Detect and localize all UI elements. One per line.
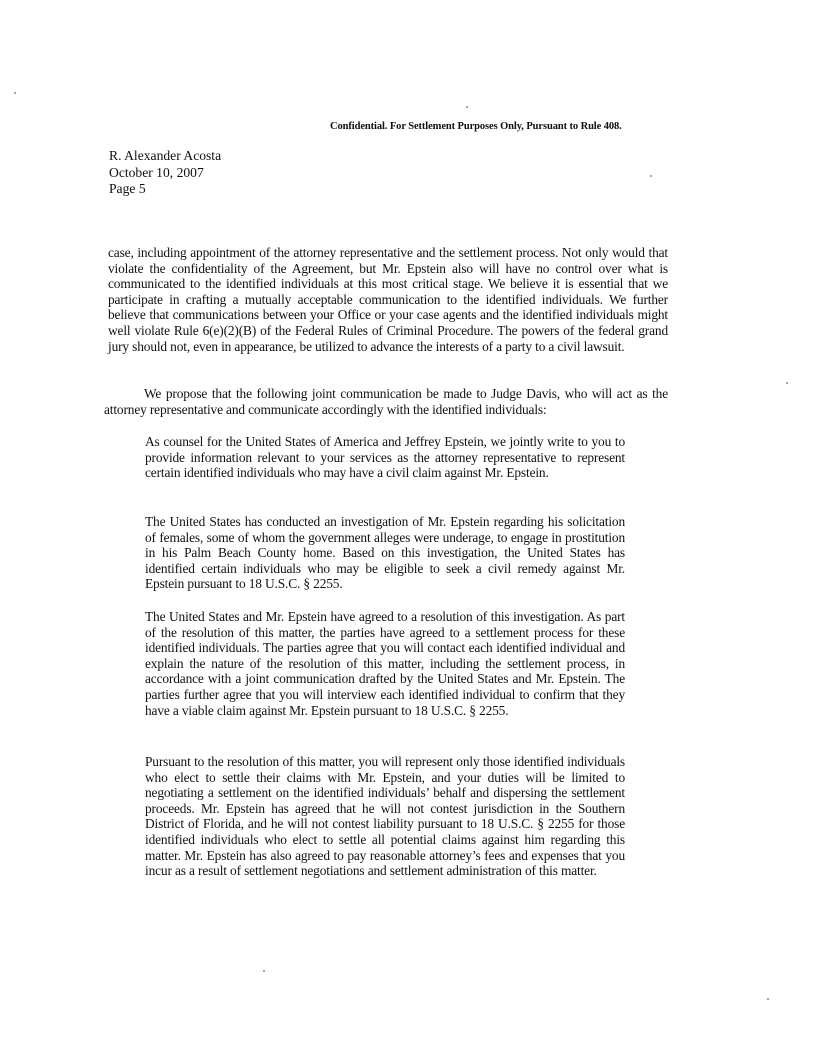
scan-speck xyxy=(767,998,769,1000)
quoted-paragraph-2: The United States has conducted an investigation of Mr. Epstein regarding his solicitation of females, some of whom the government alleges were underage, to engage in prostitution in his Palm Beach County home. Based on this investigation, the United States has identified certain individuals who may be eligible to seek a civil remedy against Mr. Epstein pursuant to 18 U.S.C. § 2255. xyxy=(145,514,625,592)
scan-speck xyxy=(786,382,788,384)
quoted-paragraph-1: As counsel for the United States of America and Jeffrey Epstein, we jointly write to you to provide information relevant to your services as the attorney representative to represent certain identified individuals who may have a civil claim against Mr. Epstein. xyxy=(145,434,625,481)
quoted-paragraph-3: The United States and Mr. Epstein have agreed to a resolution of this investigation. As part of the resolution of this matter, the parties have agreed to a settlement process for these identified individuals. The parties agree that you will contact each identified individual and explain the nature of the resolution of this matter, including the settlement process, in accordance with a joint communication drafted by the United States and Mr. Epstein. The parties further agree that you will interview each identified individual to confirm that they have a viable claim against Mr. Epstein pursuant to 18 U.S.C. § 2255. xyxy=(145,609,625,718)
scan-speck xyxy=(466,106,468,108)
addressee-block xyxy=(109,148,221,198)
letter-date: October 10, 2007 xyxy=(109,164,204,180)
scan-speck xyxy=(650,175,652,177)
body-paragraph-1: case, including appointment of the attorney representative and the settlement process. Not only would that violate the confidentiality of the Agreement, but Mr. Epstein also will have no control over what is communicated to the identified individuals at this most critical stage. We believe it is essential that we participate in crafting a mutually acceptable communication to the identified individuals. We further believe that communications between your Office or your case agents and the identified individuals might well violate Rule 6(e)(2)(B) of the Federal Rules of Criminal Procedure. The powers of the federal grand jury should not, even in appearance, be utilized to advance the interests of a party to a civil lawsuit. xyxy=(108,245,668,354)
scan-speck xyxy=(14,92,16,94)
body-paragraph-2: We propose that the following joint communication be made to Judge Davis, who will act as the attorney representative and communicate accordingly with the identified individuals: xyxy=(104,386,668,417)
confidential-notice: Confidential. For Settlement Purposes Only, Pursuant to Rule 408. xyxy=(330,121,622,132)
scan-speck xyxy=(263,970,265,972)
addressee-name: R. Alexander Acosta xyxy=(109,148,222,163)
quoted-paragraph-4: Pursuant to the resolution of this matter, you will represent only those identified individuals who elect to settle their claims with Mr. Epstein, and your duties will be limited to negotiating a settlement on the identified individuals’ behalf and dispersing the settlement proceeds. Mr. Epstein has agreed that he will not contest jurisdiction in the Southern District of Florida, and he will not contest liability pursuant to 18 U.S.C. § 2255 for those identified individuals who elect to settle all potential claims against him regarding this matter. Mr. Epstein has also agreed to pay reasonable attorney’s fees and expenses that you incur as a result of settlement negotiations and settlement administration of this matter. xyxy=(145,754,625,879)
page-number: Page 5 xyxy=(109,181,146,196)
